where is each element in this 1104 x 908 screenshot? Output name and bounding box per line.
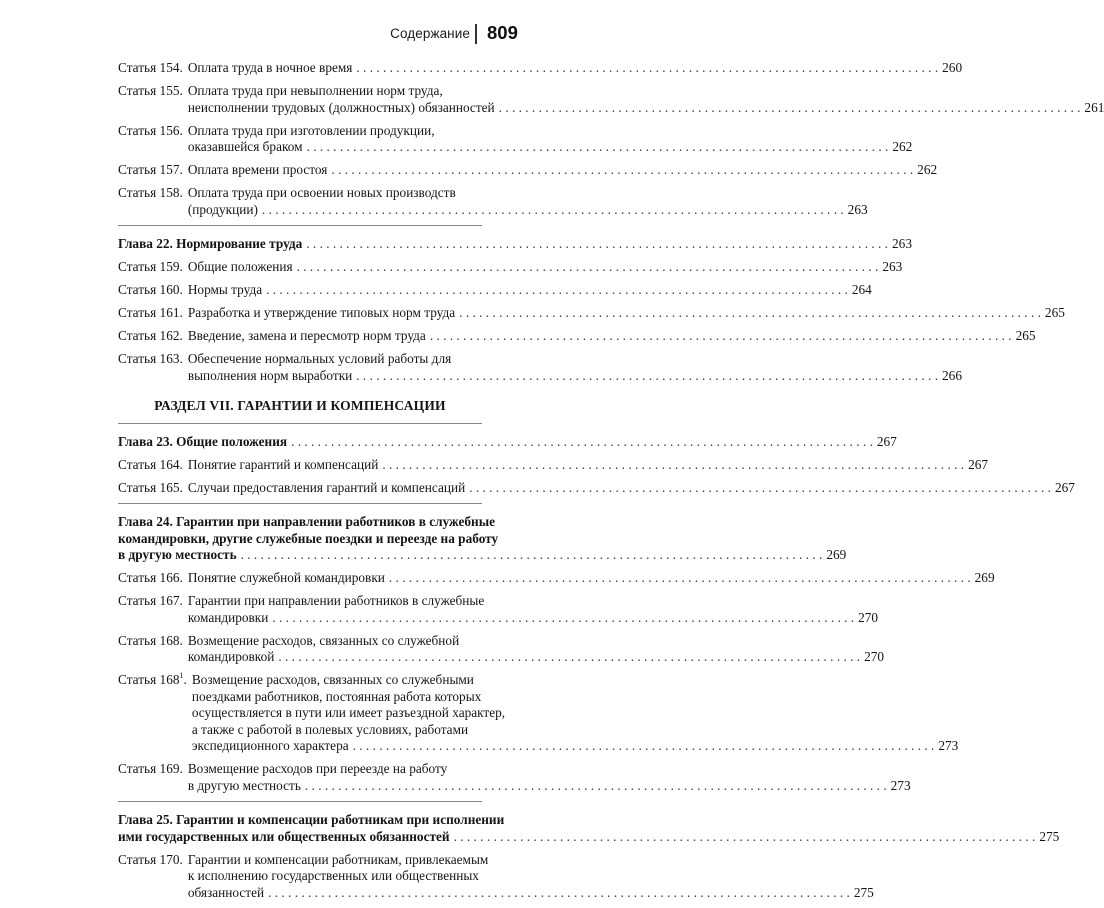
- page-ref: 269: [826, 547, 847, 562]
- article-title: Оплата труда в ночное время: [187, 60, 353, 75]
- article-number: Статья 163.: [118, 351, 183, 366]
- article-title: Возмещение расходов при переезде на работу: [187, 761, 448, 776]
- leader-dots: [262, 202, 844, 219]
- page-ref: 261: [1084, 99, 1104, 115]
- leader-dots: [499, 100, 1081, 117]
- article-number: Статья 159.: [118, 259, 183, 274]
- leader-dots: [241, 547, 823, 564]
- article-title-cont: выполнения норм выработки: [187, 367, 353, 383]
- article-title: Оплата труда при изготовлении продукции,: [187, 122, 435, 138]
- chapter-divider: [118, 801, 482, 802]
- article-title-cont: оказавшейся браком: [187, 139, 303, 154]
- article-title-cont: осуществляется в пути или имеет разъездной характер,: [191, 705, 506, 720]
- page-ref: 275: [853, 884, 874, 900]
- article-number: Статья 168.: [118, 632, 183, 648]
- article-title-cont: командировки: [187, 609, 269, 625]
- article-number: Статья 170.: [118, 851, 183, 867]
- article-title: Случаи предоставления гарантий и компенсаций: [187, 479, 466, 495]
- page-ref: 264: [851, 282, 872, 297]
- article-title: Возмещение расходов, связанных со служебной: [187, 632, 460, 648]
- page-ref: 263: [892, 236, 912, 251]
- chapter-divider: [118, 423, 482, 424]
- article-number: Статья 157.: [118, 162, 183, 177]
- article-title: Оплата труда при освоении новых производств: [187, 185, 456, 200]
- page-ref: 260: [942, 60, 963, 75]
- toc-entry[interactable]: [118, 479, 1075, 497]
- article-title-cont: экспедиционного характера: [191, 738, 349, 753]
- table-of-contents: [118, 60, 1104, 908]
- article-title-cont: поездками работников, постоянная работа которых: [191, 688, 482, 704]
- toc-entry[interactable]: [118, 122, 913, 156]
- leader-dots: [454, 829, 1036, 846]
- page-ref: 265: [1015, 328, 1036, 343]
- page-ref: 262: [917, 162, 938, 177]
- toc-entry[interactable]: [118, 456, 989, 474]
- chapter-title-cont: в другую местность: [118, 547, 237, 562]
- article-number: Статья 160.: [118, 282, 183, 297]
- toc-entry[interactable]: [118, 60, 963, 77]
- leader-dots: [291, 434, 873, 451]
- toc-entry[interactable]: [118, 351, 962, 384]
- article-title: Гарантии и компенсации работникам, привлекаемым: [187, 851, 489, 867]
- article-title: Общие положения: [187, 259, 293, 274]
- leader-dots: [266, 282, 848, 299]
- article-title: Возмещение расходов, связанных со служебными: [191, 672, 474, 687]
- page-ref: 267: [876, 433, 897, 449]
- article-title-cont: (продукции): [187, 201, 258, 217]
- toc-chapter-25[interactable]: [118, 812, 1060, 845]
- page-ref: 275: [1039, 828, 1060, 844]
- article-title: Оплата труда при невыполнении норм труда,: [187, 83, 443, 98]
- toc-entry[interactable]: [118, 282, 872, 299]
- chapter-title: Глава 22. Нормирование труда: [118, 236, 303, 251]
- page-ref: 262: [892, 139, 913, 154]
- leader-dots: [331, 162, 913, 179]
- article-title: Нормы труда: [187, 282, 263, 297]
- chapter-title: Глава 23. Общие положения: [118, 433, 288, 449]
- article-title: Обеспечение нормальных условий работы для: [187, 351, 452, 366]
- page-ref: 267: [1054, 479, 1075, 495]
- leader-dots: [307, 139, 889, 156]
- article-number: Статья 162.: [118, 328, 183, 343]
- toc-entry[interactable]: [118, 632, 885, 666]
- page-ref: 263: [847, 201, 868, 217]
- toc-chapter-22[interactable]: [118, 236, 912, 253]
- page-ref: 273: [890, 777, 911, 793]
- leader-dots: [305, 778, 887, 795]
- section-heading: РАЗДЕЛ VII. ГАРАНТИИ И КОМПЕНСАЦИИ: [154, 398, 446, 413]
- article-number: Статья 169.: [118, 761, 183, 776]
- leader-dots: [353, 738, 935, 755]
- page-ref: 263: [882, 259, 903, 274]
- page-ref: 273: [938, 738, 959, 753]
- toc-entry[interactable]: [118, 761, 911, 794]
- leader-dots: [356, 60, 938, 77]
- article-number: Статья 156.: [118, 122, 183, 138]
- article-number: Статья 158.: [118, 185, 183, 200]
- article-number: Статья 155.: [118, 83, 183, 98]
- page-ref: 270: [858, 609, 879, 625]
- chapter-divider: [118, 225, 482, 226]
- toc-chapter-24[interactable]: [118, 514, 847, 564]
- toc-chapter-23[interactable]: [118, 433, 897, 451]
- article-title: Оплата времени простоя: [187, 162, 328, 177]
- running-header: [0, 22, 600, 46]
- leader-dots: [389, 570, 971, 587]
- article-number-base: Статья 168: [118, 672, 180, 687]
- running-header-section: Содержание: [390, 26, 470, 41]
- article-title-cont: а также с работой в полевых условиях, работами: [191, 721, 469, 737]
- article-number: Статья 164.: [118, 456, 183, 472]
- leader-dots: [356, 368, 938, 385]
- article-number: Статья 166.: [118, 570, 183, 585]
- article-title-cont: в другую местность: [187, 777, 301, 793]
- toc-entry[interactable]: [118, 670, 959, 755]
- chapter-title-cont: ими государственных или общественных обязанностей: [118, 828, 450, 844]
- page-ref: 266: [942, 367, 962, 383]
- article-title: Разработка и утверждение типовых норм труда: [187, 305, 456, 320]
- article-title: Понятие служебной командировки: [187, 570, 385, 585]
- article-title-cont: неисполнении трудовых (должностных) обязанностей: [187, 99, 495, 115]
- article-number: Статья 167.: [118, 593, 183, 608]
- toc-entry[interactable]: [118, 259, 903, 276]
- toc-entry[interactable]: [118, 185, 868, 218]
- toc-entry[interactable]: [118, 593, 879, 626]
- chapter-divider: [118, 503, 482, 504]
- leader-dots: [268, 885, 850, 902]
- article-number: Статья 161.: [118, 305, 183, 320]
- leader-dots: [272, 610, 854, 627]
- page-ref: 269: [974, 570, 995, 585]
- chapter-title-cont: командировки, другие служебные поездки и переезде на работу: [118, 530, 499, 546]
- article-number: Статья $168^1$.: [118, 670, 187, 687]
- header-divider: [475, 24, 477, 44]
- chapter-title: Глава 24. Гарантии при направлении работников в служебные: [118, 514, 495, 529]
- chapter-title: Глава 25. Гарантии и компенсации работникам при исполнении: [118, 812, 505, 827]
- toc-entry[interactable]: [118, 305, 1065, 322]
- leader-dots: [278, 649, 860, 666]
- leader-dots: [430, 328, 1012, 345]
- leader-dots: [459, 305, 1041, 322]
- article-number: Статья 154.: [118, 60, 183, 75]
- toc-entry[interactable]: [118, 851, 874, 902]
- leader-dots: [382, 457, 964, 474]
- toc-entry[interactable]: [118, 162, 938, 179]
- page-ref: 267: [968, 456, 989, 472]
- article-number: Статья 165.: [118, 479, 183, 495]
- toc-entry[interactable]: [118, 570, 995, 587]
- page-ref: 265: [1044, 305, 1065, 320]
- leader-dots: [306, 236, 888, 253]
- article-title-cont: к исполнению государственных или общественных: [187, 868, 479, 883]
- leader-dots: [469, 480, 1051, 497]
- leader-dots: [297, 259, 879, 276]
- toc-entry[interactable]: [118, 83, 1104, 116]
- article-title-cont: обязанностей: [187, 884, 265, 900]
- article-title: Введение, замена и пересмотр норм труда: [187, 328, 426, 343]
- page-number: 809: [487, 22, 518, 43]
- article-title: Понятие гарантий и компенсаций: [187, 456, 379, 472]
- article-title: Гарантии при направлении работников в служебные: [187, 593, 485, 608]
- article-title-cont: командировкой: [187, 649, 275, 664]
- page-ref: 270: [864, 649, 885, 664]
- toc-entry[interactable]: [118, 328, 1036, 345]
- article-number-superscript: 1: [179, 670, 184, 680]
